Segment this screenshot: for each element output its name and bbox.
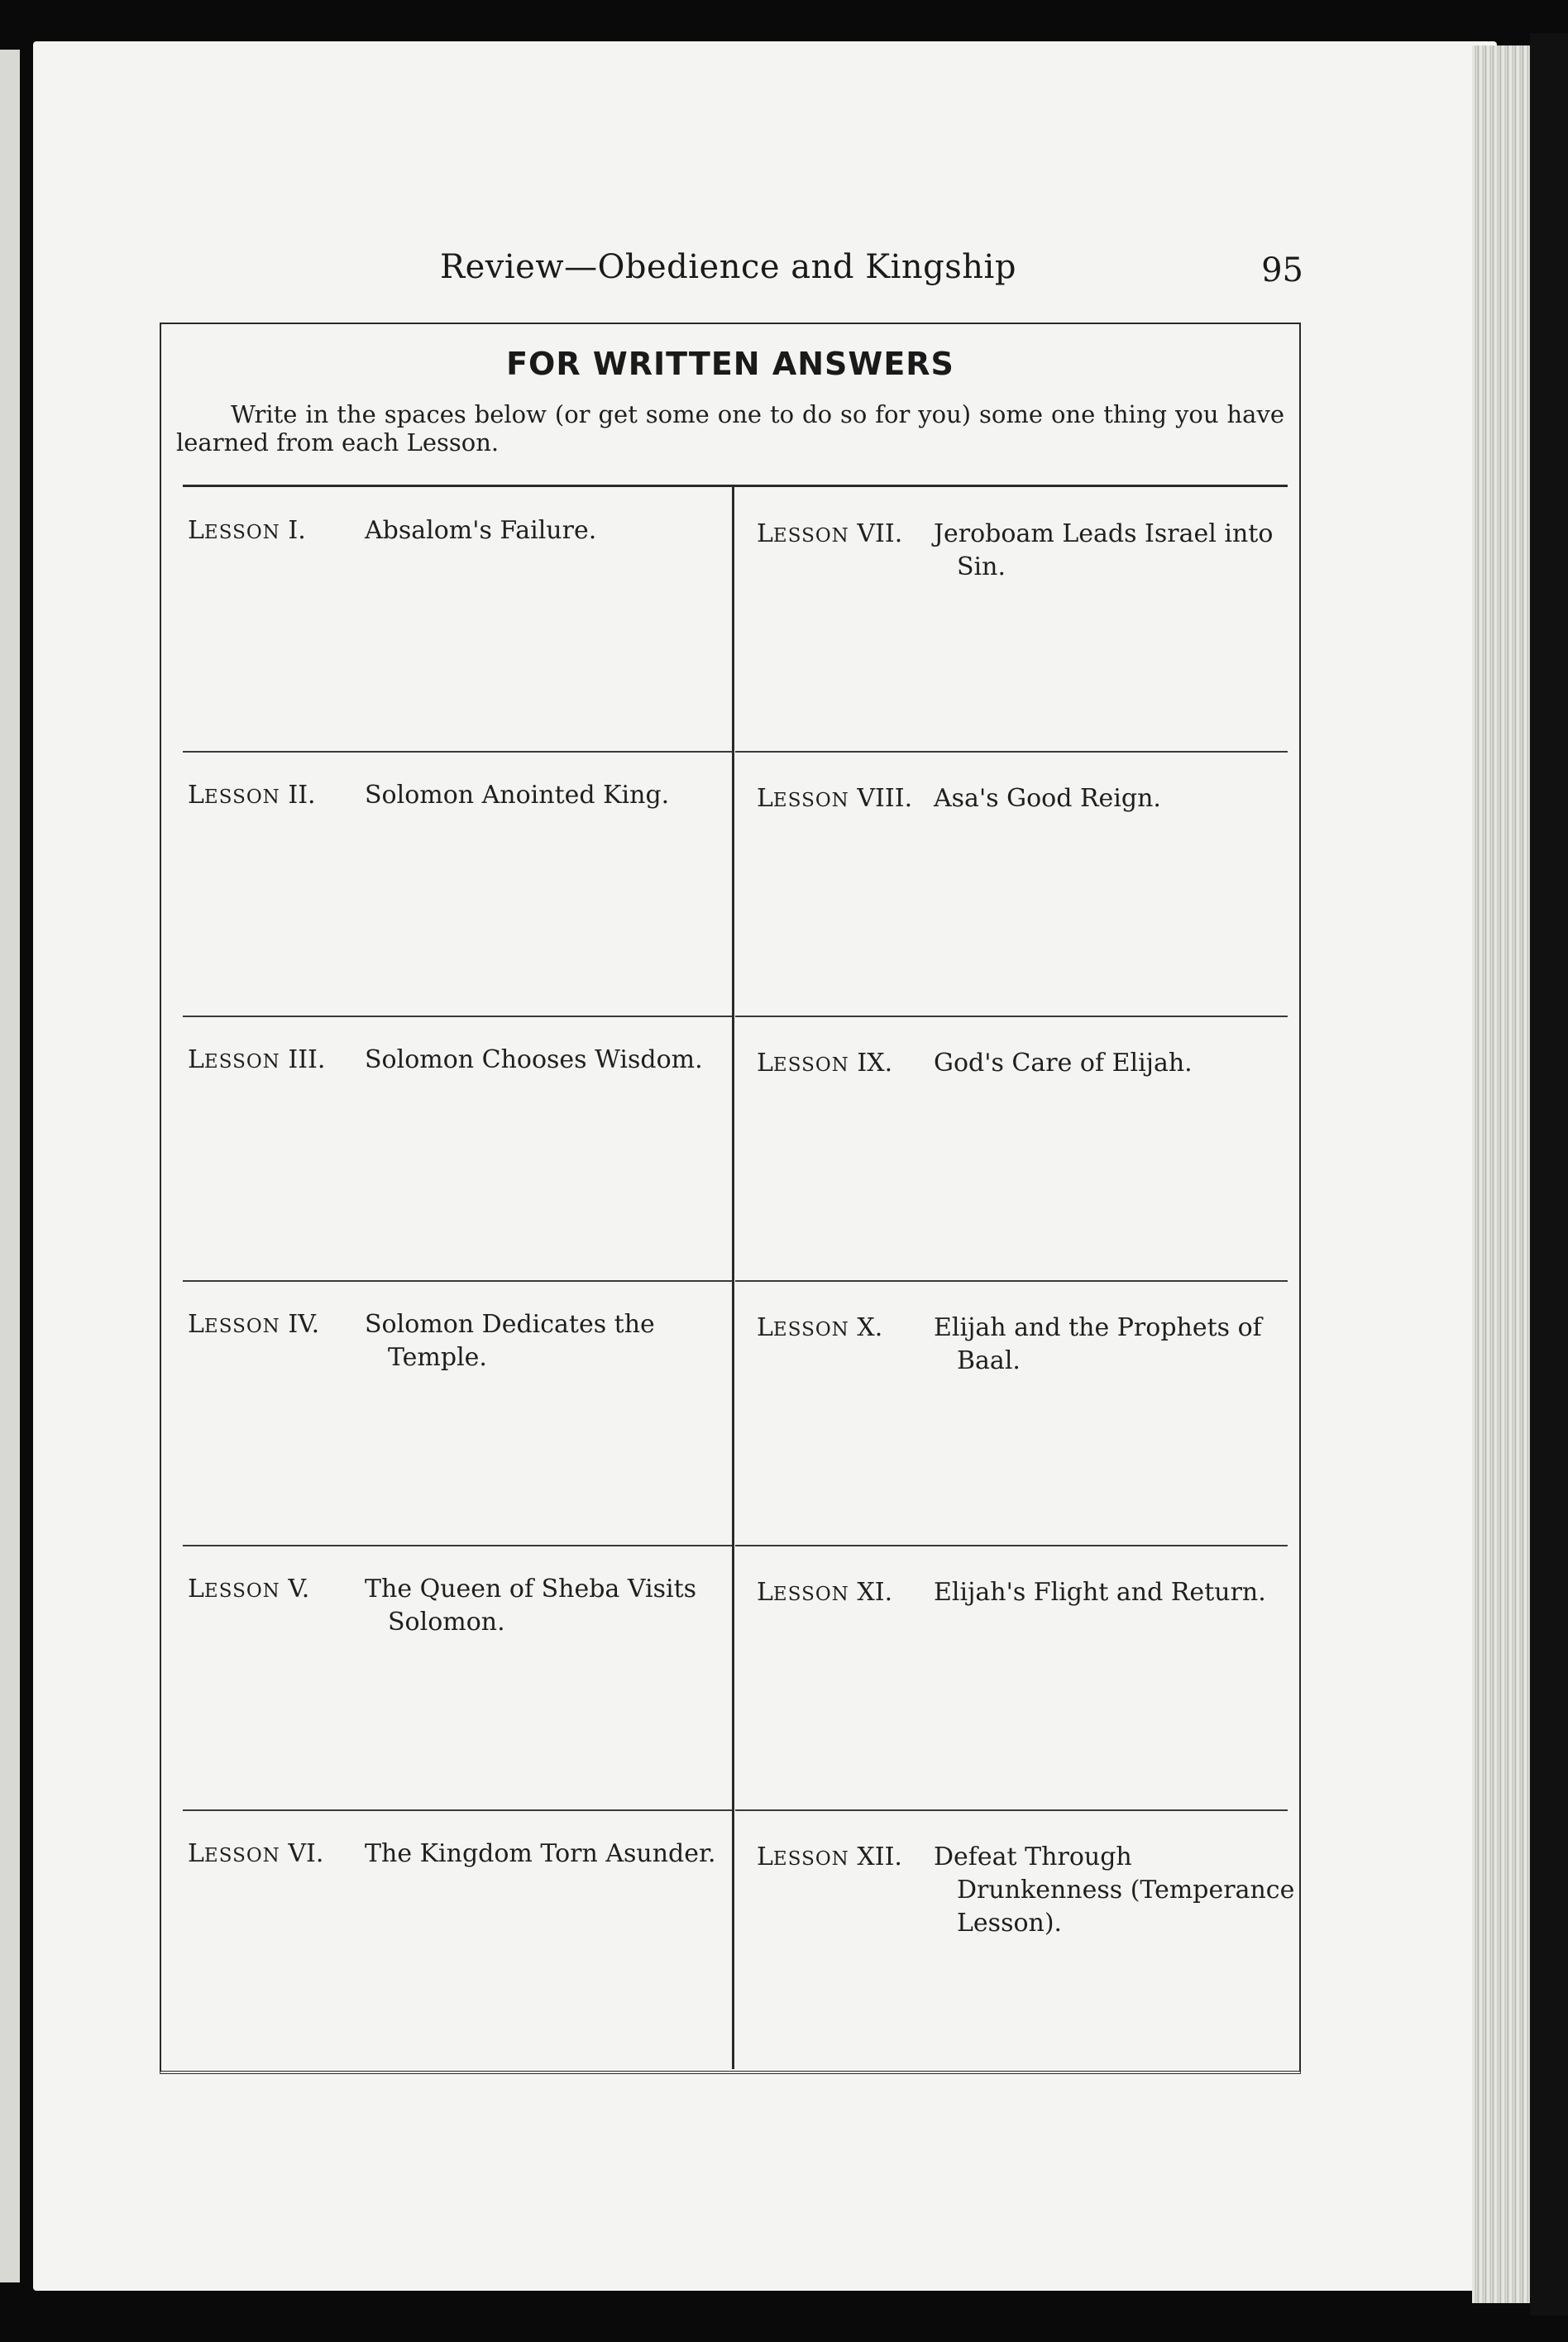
lesson-title: Jeroboam Leads Israel into Sin. [934, 519, 1274, 581]
lesson-title: The Queen of Sheba Visits Solomon. [365, 1575, 697, 1637]
lesson-label: LESSON V. [188, 1575, 310, 1604]
lesson-title: Absalom's Failure. [365, 516, 597, 545]
lesson-title: God's Care of Elijah. [934, 1049, 1193, 1078]
running-head: Review—Obedience and Kingship [440, 248, 1016, 286]
lesson-cell[interactable] [183, 1546, 732, 1811]
lesson-cell[interactable] [735, 1282, 1288, 1546]
lesson-label: LESSON IV. [188, 1310, 320, 1339]
lesson-cell[interactable] [735, 1811, 1295, 2076]
lesson-cell[interactable] [735, 753, 1288, 1017]
lesson-title: Solomon Chooses Wisdom. [365, 1045, 703, 1074]
lesson-cell[interactable] [183, 488, 732, 753]
previous-page-edge [0, 50, 20, 2282]
lesson-label: LESSON III. [188, 1045, 326, 1074]
lesson-label: LESSON II. [188, 781, 316, 810]
lesson-title: Defeat Through Drunkenness (Temperance Lesson). [934, 1843, 1295, 1938]
lesson-title: Asa's Good Reign. [934, 784, 1161, 813]
lesson-title: Elijah and the Prophets of Baal. [934, 1313, 1262, 1375]
lesson-cell[interactable] [183, 1017, 732, 1282]
lesson-cell[interactable] [735, 1546, 1288, 1811]
lesson-label: LESSON VII. [757, 519, 903, 548]
page-edge-stack [1472, 45, 1530, 2303]
lesson-label: LESSON IX. [757, 1049, 893, 1078]
book-cover-edge [1530, 33, 1568, 2316]
lesson-cell[interactable] [735, 1017, 1288, 1282]
lesson-cell[interactable] [735, 488, 1288, 753]
page-number: 95 [1261, 251, 1303, 289]
lesson-title: The Kingdom Torn Asunder. [365, 1839, 716, 1868]
top-rule [183, 485, 1288, 487]
lesson-cell[interactable] [183, 1282, 732, 1546]
lesson-label: LESSON XI. [757, 1578, 893, 1607]
lesson-title: Solomon Anointed King. [365, 781, 670, 810]
page-header [162, 248, 1303, 306]
lesson-label: LESSON XII. [757, 1843, 902, 1871]
lesson-label: LESSON I. [188, 516, 306, 545]
instructions: Write in the spaces below (or get some one to do so for you) some one thing you have learned from each Lesson. [176, 400, 1284, 456]
box-heading: FOR WRITTEN ANSWERS [506, 346, 954, 382]
lesson-title: Solomon Dedicates the Temple. [365, 1310, 655, 1372]
lesson-cell[interactable] [183, 1811, 732, 2076]
written-answers-box [160, 323, 1301, 2074]
lesson-label: LESSON VIII. [757, 784, 913, 813]
lesson-label: LESSON VI. [188, 1839, 324, 1868]
lesson-label: LESSON X. [757, 1313, 883, 1342]
lesson-grid [161, 488, 1299, 2071]
lesson-title: Elijah's Flight and Return. [934, 1578, 1266, 1607]
lesson-cell[interactable] [183, 753, 732, 1017]
